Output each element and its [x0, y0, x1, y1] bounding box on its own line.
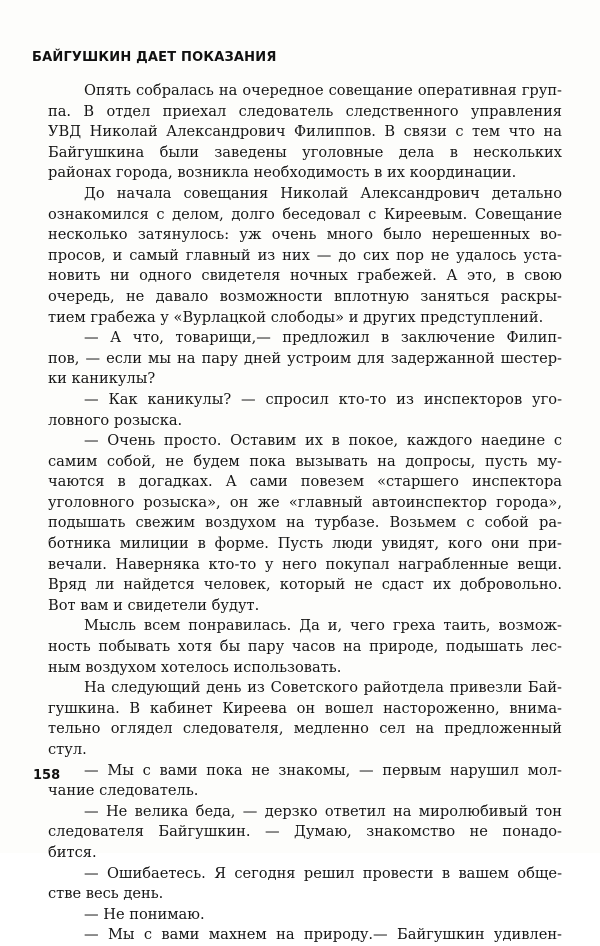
- text-line: Байгушкина были заведены уголовные дела в нескольких: [48, 143, 562, 161]
- text-line: ность побывать хотя бы пару часов на природе, подышать лес-: [48, 638, 562, 656]
- text-line: тельно оглядел следователя, медленно сел на предложенный: [48, 720, 562, 738]
- text-line: новить ни одного свидетеля ночных грабежей. А это, в свою: [48, 267, 562, 285]
- text-line: па. В отдел приехал следователь следственного управления: [48, 102, 562, 120]
- text-line: Вот вам и свидетели будут.: [48, 596, 260, 614]
- text-line: очередь, не давало возможности вплотную заняться раскры-: [48, 287, 562, 305]
- text-line: стул.: [48, 741, 87, 758]
- text-line: — Не велика беда, — дерзко ответил на миролюбивый тон: [84, 802, 562, 820]
- text-line: До начала совещания Николай Александрович детально: [84, 184, 562, 202]
- text-line: стве весь день.: [48, 885, 164, 903]
- text-line: тием грабежа у «Вурлацкой слободы» и других предступлений.: [48, 308, 544, 326]
- text-line: УВД Николай Александрович Филиппов. В связи с тем что на: [48, 123, 562, 141]
- text-line: районах города, возникла необходимость в их координации.: [48, 164, 517, 182]
- text-line: чание следователь.: [48, 782, 199, 800]
- running-title: БАЙГУШКИН ДАЕТ ПОКАЗАНИЯ: [32, 50, 277, 65]
- text-line: просов, и самый главный из них — до сих пор не удалось уста-: [48, 246, 562, 264]
- text-line: самим собой, не будем пока вызывать на допросы, пусть му-: [48, 452, 562, 470]
- text-line: несколько затянулось: уж очень много было нерешенных во-: [48, 226, 562, 244]
- text-line: Вряд ли найдется человек, который не сдаст их добровольно.: [48, 576, 562, 594]
- text-line: гушкина. В кабинет Киреева он вошел настороженно, внима-: [48, 699, 562, 717]
- text-line: ловного розыска.: [48, 411, 183, 429]
- text-line: чаются в догадках. А сами повезем «старшего инспектора: [48, 473, 562, 491]
- text-line: следователя Байгушкин. — Думаю, знакомство не понадо-: [48, 823, 562, 841]
- text-line: — Очень просто. Оставим их в покое, каждого наедине с: [84, 432, 562, 450]
- text-line: пов, — если мы на пару дней устроим для задержанной шестер-: [48, 349, 562, 367]
- text-line: — Ошибаетесь. Я сегодня решил провести в вашем обще-: [84, 864, 562, 882]
- text-line: бится.: [48, 843, 97, 861]
- text-line: — Мы с вами пока не знакомы, — первым нарушил мол-: [84, 761, 562, 779]
- text-line: вечали. Наверняка кто-то у него покупал награбленные вещи.: [48, 555, 562, 573]
- body-text: [48, 81, 562, 946]
- page-number: 158: [33, 768, 61, 783]
- text-line: подышать свежим воздухом на турбазе. Возьмем с собой ра-: [48, 514, 562, 532]
- text-line: ботника милиции в форме. Пусть люди увидят, кого они при-: [48, 535, 562, 553]
- text-line: уголовного розыска», он же «главный автоинспектор города»,: [48, 493, 562, 511]
- text-line: ознакомился с делом, долго беседовал с Киреевым. Совещание: [48, 205, 562, 223]
- text-line: ки каникулы?: [48, 370, 156, 388]
- text-line: — Не понимаю.: [84, 905, 205, 923]
- text-line: Опять собралась на очередное совещание оперативная груп-: [84, 82, 562, 99]
- text-line: — Мы с вами махнем на природу.— Байгушкин удивлен-: [84, 926, 562, 944]
- text-line: На следующий день из Советского райотдела привезли Бай-: [84, 679, 562, 697]
- text-line: ным воздухом хотелось использовать.: [48, 658, 342, 676]
- text-line: — Как каникулы? — спросил кто-то из инспекторов уго-: [84, 390, 562, 408]
- text-line: Мысль всем понравилась. Да и, чего греха таить, возмож-: [84, 617, 562, 635]
- text-line: — А что, товарищи,— предложил в заключение Филип-: [84, 329, 562, 347]
